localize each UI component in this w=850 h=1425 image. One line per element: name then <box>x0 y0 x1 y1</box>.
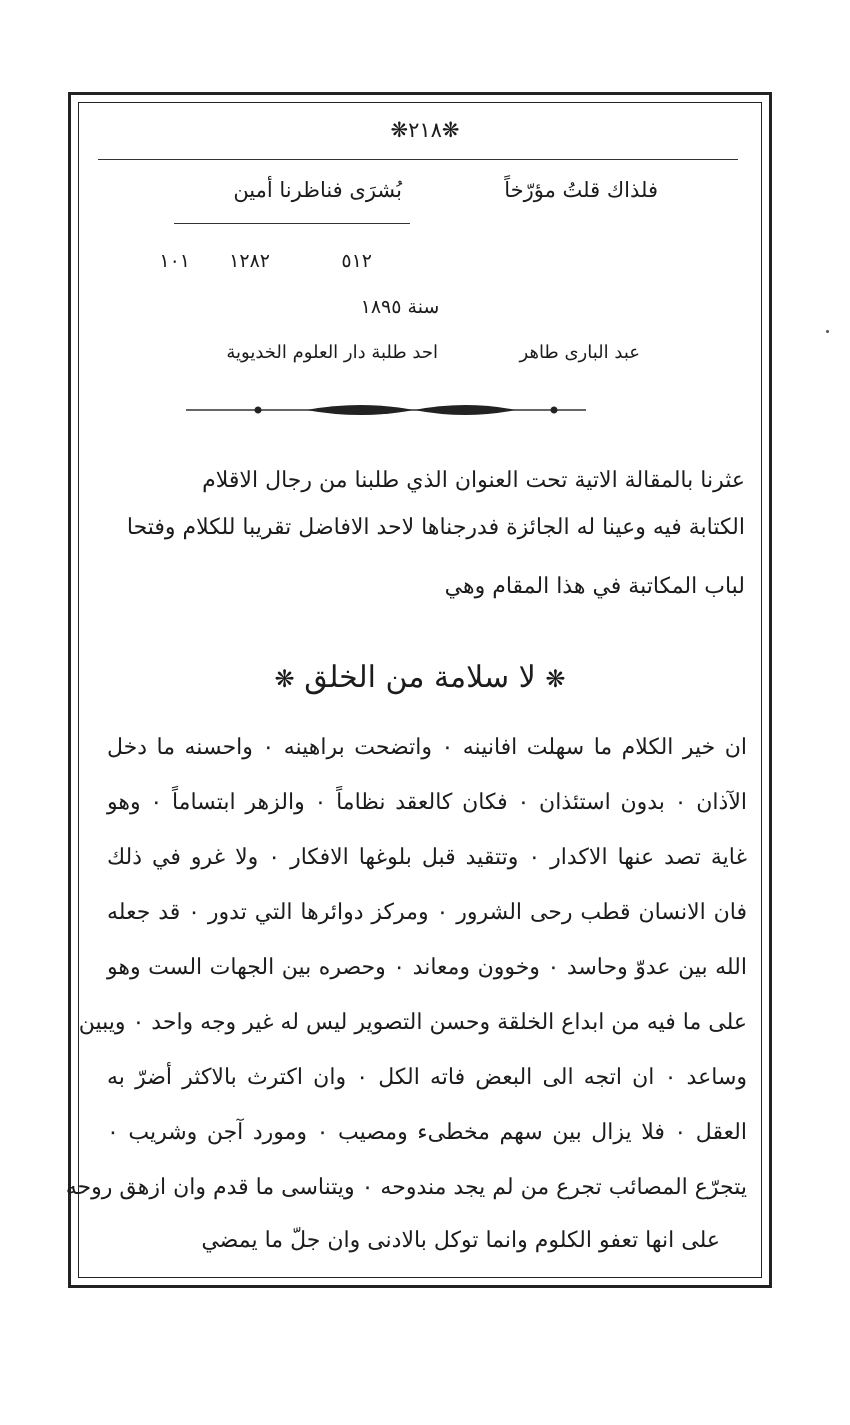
chronogram-number-3: ١٠١ <box>159 250 190 272</box>
article-verse-line: على انها تعفو الكلوم وانما توكل بالادنى وان جلّ ما يمضي <box>201 1228 720 1253</box>
chronogram-number-1: ٥١٢ <box>341 250 372 272</box>
ornament-star-icon: ❋ <box>274 665 295 693</box>
chronogram-number-2: ١٢٨٢ <box>229 250 270 272</box>
paper-speck <box>826 330 829 333</box>
article-line-8: العقل ٠ فلا يزال بين سهم مخطىء ومصيب ٠ ومورد آجن وشريب ٠ <box>107 1120 747 1145</box>
article-line-7: وساعد ٠ ان اتجه الى البعض فاته الكل ٠ وان اكترث بالاكثر أضرّ به <box>107 1065 747 1090</box>
ornamental-divider <box>186 398 586 422</box>
article-line-5: الله بين عدوّ وحاسد ٠ وخوون ومعاند ٠ وحصره بين الجهات الست وهو <box>107 955 747 980</box>
author-affiliation: احد طلبة دار العلوم الخديوية <box>226 342 438 363</box>
article-line-9: يتجرّع المصائب تجرع من لم يجد مندوحه ٠ ويتناسى ما قدم وان ازهق روحه <box>65 1175 747 1200</box>
article-line-6: على ما فيه من ابداع الخلقة وحسن التصوير ليس له غير وجه واحد ٠ ويبين <box>78 1010 747 1035</box>
article-title-text: لا سلامة من الخلق <box>304 660 536 695</box>
intro-line-1: عثرنا بالمقالة الاتية تحت العنوان الذي طلبنا من رجال الاقلام <box>202 468 745 493</box>
intro-line-3: لباب المكاتبة في هذا المقام وهي <box>444 574 745 599</box>
ornament-star-icon: ❋ <box>545 665 566 693</box>
article-line-3: غاية تصد عنها الاكدار ٠ وتتقيد قبل بلوغها الافكار ٠ ولا غرو في ذلك <box>107 845 747 870</box>
intro-line-2: الكتابة فيه وعينا له الجائزة فدرجناها لاحد الافاضل تقريبا للكلام وفتحا <box>126 515 745 540</box>
article-line-2: الآذان ٠ بدون استئذان ٠ فكان كالعقد نظاماً ٠ والزهر ابتساماً ٠ وهو <box>107 790 747 815</box>
verse-hemistich-right: فلذاك قلتُ مؤرّخاً <box>504 178 658 202</box>
header-rule <box>98 159 738 160</box>
verse-hemistich-left: بُشرَى فناظرنا أمين <box>233 178 402 202</box>
verse-underline <box>174 223 410 224</box>
year-line: سنة ١٨٩٥ <box>360 296 440 318</box>
page-number: ❋٢١٨❋ <box>390 118 460 142</box>
author-name: عبد البارى طاهر <box>519 342 640 363</box>
article-line-1: ان خير الكلام ما سهلت افانينه ٠ واتضحت براهينه ٠ واحسنه ما دخل <box>107 735 747 760</box>
article-title <box>180 660 660 695</box>
article-line-4: فان الانسان قطب رحى الشرور ٠ ومركز دوائرها التي تدور ٠ قد جعله <box>107 900 748 925</box>
